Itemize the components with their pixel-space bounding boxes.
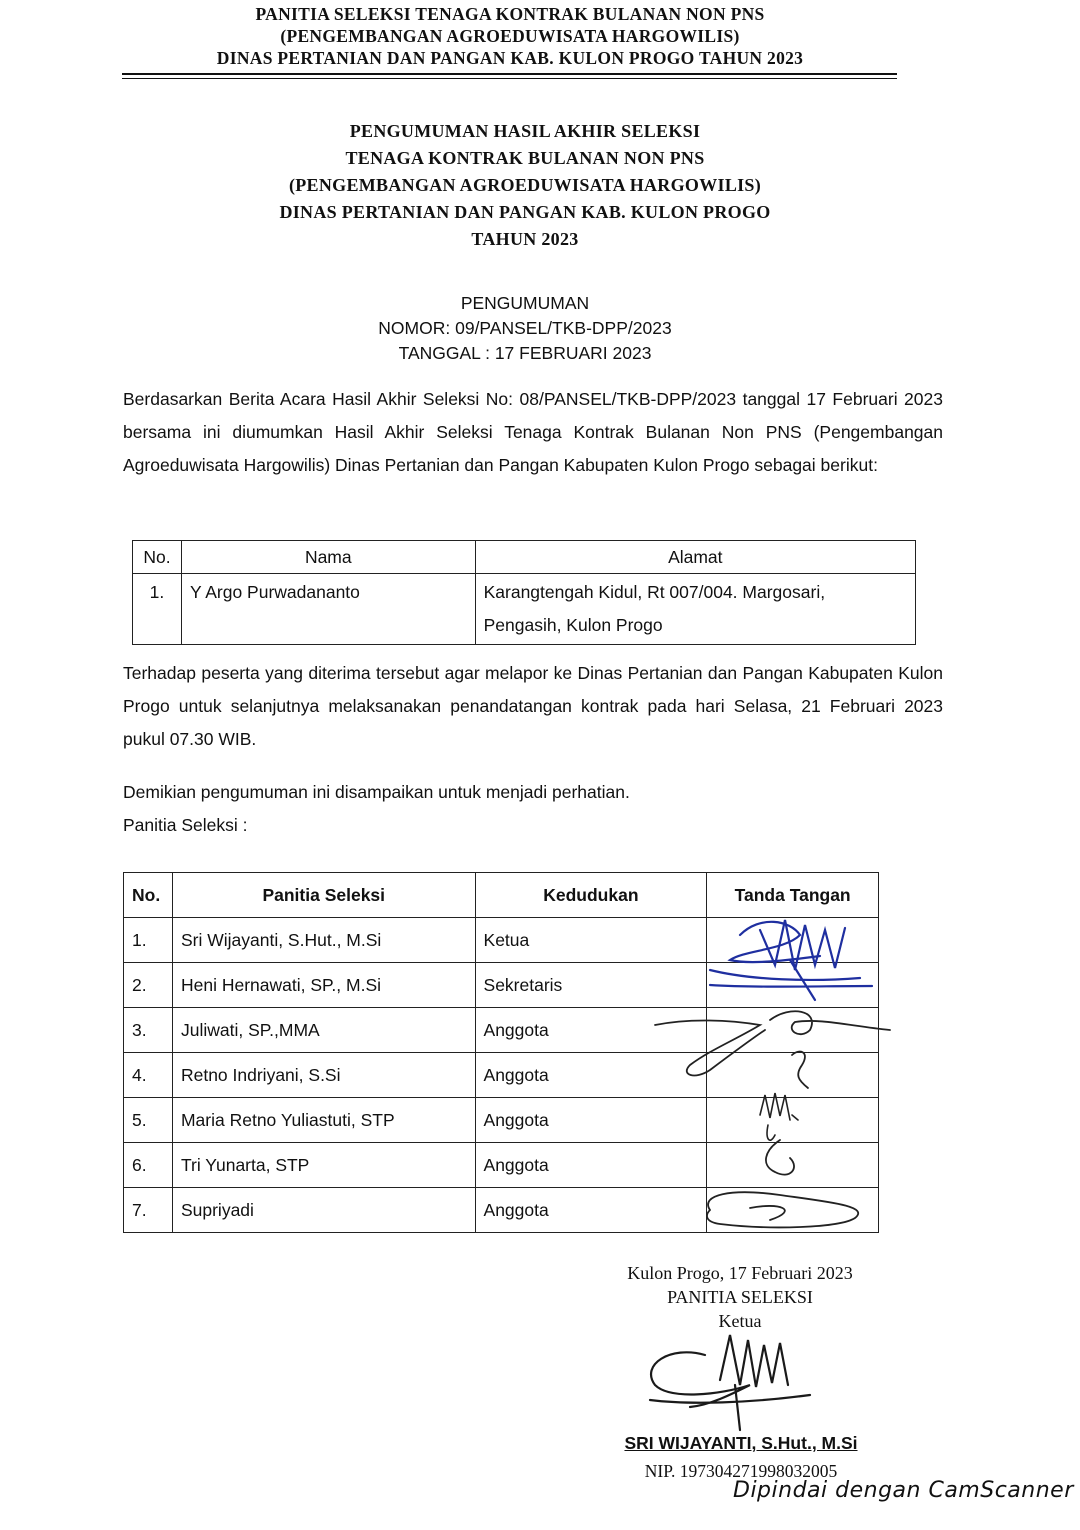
table-row: [124, 918, 879, 963]
announcement-date: TANGGAL : 17 FEBRUARI 2023: [398, 343, 652, 363]
header-address: Alamat: [475, 541, 915, 574]
table-row: [133, 574, 916, 645]
row-signature: [707, 918, 879, 963]
row-name: Retno Indriyani, S.Si: [172, 1053, 475, 1098]
row-address: Karangtengah Kidul, Rt 007/004. Margosari, Pengasih, Kulon Progo: [475, 574, 915, 645]
letterhead-line-2: (PENGEMBANGAN AGROEDUWISATA HARGOWILIS): [280, 26, 740, 46]
row-signature: [707, 963, 879, 1008]
header-committee: Panitia Seleksi: [172, 873, 475, 918]
announcement-number: NOMOR: 09/PANSEL/TKB-DPP/2023: [378, 318, 672, 338]
signatory-nip: NIP. 197304271998032005: [644, 1461, 838, 1481]
intro-paragraph: Berdasarkan Berita Acara Hasil Akhir Seleksi No: 08/PANSEL/TKB-DPP/2023 tanggal 17 Februari 2023 bersama ini diumumkan Hasil Akhir Seleksi Tenaga Kontrak Bulanan Non PNS (Pengembangan Agroeduwisata Hargowilis) Dinas Pertanian dan Pangan Kabupaten Kulon Progo sebagai berikut:: [123, 389, 943, 475]
announcement-label: PENGUMUMAN: [460, 293, 590, 313]
title-line-4: DINAS PERTANIAN DAN PANGAN KAB. KULON PROGO: [279, 202, 771, 222]
committee-label: Panitia Seleksi :: [123, 815, 248, 835]
row-no: 7.: [124, 1188, 173, 1233]
letterhead-line-3: DINAS PERTANIAN DAN PANGAN KAB. KULON PROGO TAHUN 2023: [216, 48, 804, 68]
place-date: Kulon Progo, 17 Februari 2023: [627, 1263, 853, 1283]
row-name: Juliwati, SP.,MMA: [172, 1008, 475, 1053]
header-signature: Tanda Tangan: [707, 873, 879, 918]
title-line-2: TENAGA KONTRAK BULANAN NON PNS: [345, 148, 705, 168]
row-position: Sekretaris: [475, 963, 707, 1008]
row-name: Tri Yunarta, STP: [172, 1143, 475, 1188]
letterhead-rule-thin: [122, 78, 897, 79]
row-name: Supriyadi: [172, 1188, 475, 1233]
table-row: [124, 1098, 879, 1143]
header-no: No.: [133, 541, 182, 574]
row-position: Anggota: [475, 1098, 707, 1143]
table-row: [124, 963, 879, 1008]
announcement-header: [300, 291, 750, 366]
header-name: Nama: [181, 541, 475, 574]
committee-table: [123, 872, 879, 1233]
instruction-paragraph: Terhadap peserta yang diterima tersebut agar melapor ke Dinas Pertanian dan Pangan Kabupaten Kulon Progo untuk selanjutnya melaksanakan penandatangan kontrak pada hari Selasa, 21 Februari 2023 pukul 07.30 WIB.: [123, 663, 943, 749]
row-no: 5.: [124, 1098, 173, 1143]
signature-block: [560, 1261, 920, 1333]
title-line-5: TAHUN 2023: [471, 229, 579, 249]
chair-signature: [630, 1325, 830, 1440]
closing-sentence: Demikian pengumuman ini disampaikan untuk menjadi perhatian.: [123, 782, 630, 802]
row-signature: [707, 1143, 879, 1188]
row-name: Heni Hernawati, SP., M.Si: [172, 963, 475, 1008]
row-position: Anggota: [475, 1143, 707, 1188]
row-position: Anggota: [475, 1053, 707, 1098]
row-no: 4.: [124, 1053, 173, 1098]
row-no: 1.: [133, 574, 182, 645]
signatory-name: SRI WIJAYANTI, S.Hut., M.Si: [624, 1433, 858, 1453]
row-name: Maria Retno Yuliastuti, STP: [172, 1098, 475, 1143]
row-position: Anggota: [475, 1008, 707, 1053]
signatory-body: PANITIA SELEKSI: [667, 1287, 813, 1307]
table-row: [124, 1143, 879, 1188]
title-line-3: (PENGEMBANGAN AGROEDUWISATA HARGOWILIS): [288, 175, 762, 195]
document-title: [200, 118, 850, 253]
row-signature: [707, 1008, 879, 1053]
row-name: Y Argo Purwadananto: [181, 574, 475, 645]
row-no: 1.: [124, 918, 173, 963]
table-row: [124, 1008, 879, 1053]
row-signature: [707, 1188, 879, 1233]
signatory-role: Ketua: [718, 1311, 762, 1331]
header-position: Kedudukan: [475, 873, 707, 918]
result-table-header: [133, 541, 916, 574]
result-table: [132, 540, 916, 645]
row-position: Ketua: [475, 918, 707, 963]
header-no: No.: [124, 873, 173, 918]
table-row: [124, 1053, 879, 1098]
row-no: 6.: [124, 1143, 173, 1188]
letterhead-rule-thick: [122, 73, 897, 75]
letterhead-line-1: PANITIA SELEKSI TENAGA KONTRAK BULANAN NON PNS: [255, 4, 765, 24]
row-position: Anggota: [475, 1188, 707, 1233]
row-no: 2.: [124, 963, 173, 1008]
letterhead: [120, 3, 900, 69]
row-name: Sri Wijayanti, S.Hut., M.Si: [172, 918, 475, 963]
row-signature: [707, 1053, 879, 1098]
row-no: 3.: [124, 1008, 173, 1053]
title-line-1: PENGUMUMAN HASIL AKHIR SELEKSI: [349, 121, 701, 141]
row-signature: [707, 1098, 879, 1143]
scanner-watermark: Dipindai dengan CamScanner: [733, 1478, 1074, 1503]
table-row: [124, 1188, 879, 1233]
committee-table-header: [124, 873, 879, 918]
